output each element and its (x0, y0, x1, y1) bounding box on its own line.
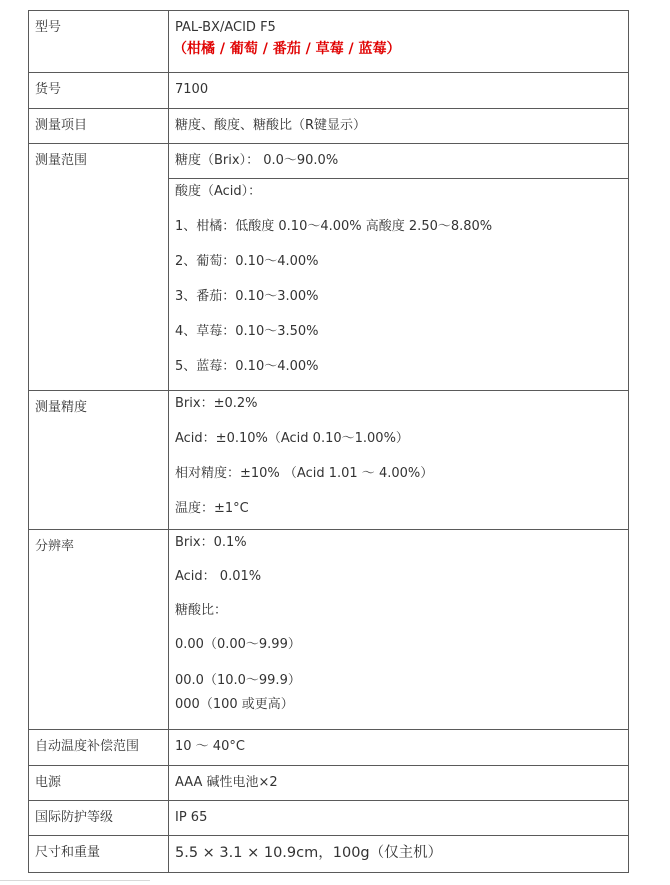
label-cell (29, 801, 169, 836)
model-value: PAL-BX/ACID F5 (175, 20, 276, 35)
row-accuracy (29, 391, 629, 530)
range-acid-line: 5、蓝莓：0.10～4.00% (175, 359, 319, 374)
value-cell (169, 766, 629, 801)
value-cell (169, 730, 629, 766)
row-label-model: 型号 (35, 20, 62, 35)
range-acid-title: 酸度（Acid）： (175, 184, 262, 199)
resolution-line: 00.0（10.0～99.9） (175, 673, 301, 688)
row-label-items: 测量项目 (35, 118, 88, 133)
value-cell (169, 11, 629, 73)
row-range-brix (29, 144, 629, 179)
resolution-line: 000（100 或更高） (175, 697, 294, 712)
power-value: AAA 碱性电池×2 (175, 775, 278, 790)
row-label-range: 测量范围 (35, 153, 88, 168)
label-cell (29, 109, 169, 144)
row-label-accuracy: 测量精度 (35, 400, 88, 415)
spec-table (28, 10, 629, 873)
value-cell (169, 73, 629, 109)
row-label-atc: 自动温度补偿范围 (35, 739, 140, 754)
ip-value: IP 65 (175, 810, 208, 825)
accuracy-line: 相对精度：±10% （Acid 1.01 ～ 4.00%） (175, 466, 434, 481)
range-brix-value: 糖度（Brix）： 0.0～90.0% (175, 153, 339, 168)
row-size (29, 836, 629, 873)
value-cell (169, 144, 629, 179)
label-cell (29, 144, 169, 391)
label-cell (29, 836, 169, 873)
row-items (29, 109, 629, 144)
resolution-line: 0.00（0.00～9.99） (175, 637, 301, 652)
resolution-line: Brix：0.1% (175, 535, 247, 550)
row-label-resolution: 分辨率 (35, 539, 75, 554)
row-item-no (29, 73, 629, 109)
value-cell (169, 179, 629, 391)
value-cell (169, 801, 629, 836)
range-acid-line: 1、柑橘：低酸度 0.10～4.00% 高酸度 2.50～8.80% (175, 219, 493, 234)
atc-value: 10 ～ 40°C (175, 739, 245, 754)
label-cell (29, 73, 169, 109)
items-value: 糖度、酸度、糖酸比（R键显示） (175, 118, 367, 133)
label-cell (29, 766, 169, 801)
row-label-power: 电源 (35, 775, 62, 790)
model-variants: （柑橘 / 葡萄 / 番茄 / 草莓 / 蓝莓） (173, 41, 401, 57)
row-atc (29, 730, 629, 766)
row-ip (29, 801, 629, 836)
row-power (29, 766, 629, 801)
accuracy-line: Acid：±0.10%（Acid 0.10～1.00%） (175, 431, 409, 446)
range-acid-line: 2、葡萄：0.10～4.00% (175, 254, 319, 269)
resolution-line: 糖酸比： (175, 603, 228, 618)
value-cell (169, 530, 629, 730)
value-cell (169, 109, 629, 144)
value-cell (169, 836, 629, 873)
label-cell (29, 530, 169, 730)
value-cell (169, 391, 629, 530)
row-resolution (29, 530, 629, 730)
resolution-line: Acid： 0.01% (175, 569, 262, 584)
label-cell (29, 730, 169, 766)
size-value: 5.5 × 3.1 × 10.9cm，100g（仅主机） (175, 845, 443, 861)
footer-divider (0, 880, 150, 881)
row-label-item-no: 货号 (35, 82, 62, 97)
label-cell (29, 391, 169, 530)
row-label-ip: 国际防护等级 (35, 810, 114, 825)
accuracy-line: 温度：±1°C (175, 501, 249, 516)
accuracy-line: Brix：±0.2% (175, 396, 258, 411)
range-acid-line: 4、草莓：0.10～3.50% (175, 324, 319, 339)
row-model (29, 11, 629, 73)
label-cell (29, 11, 169, 73)
item-no-value: 7100 (175, 82, 209, 97)
range-acid-line: 3、番茄：0.10～3.00% (175, 289, 319, 304)
row-label-size: 尺寸和重量 (35, 845, 101, 860)
